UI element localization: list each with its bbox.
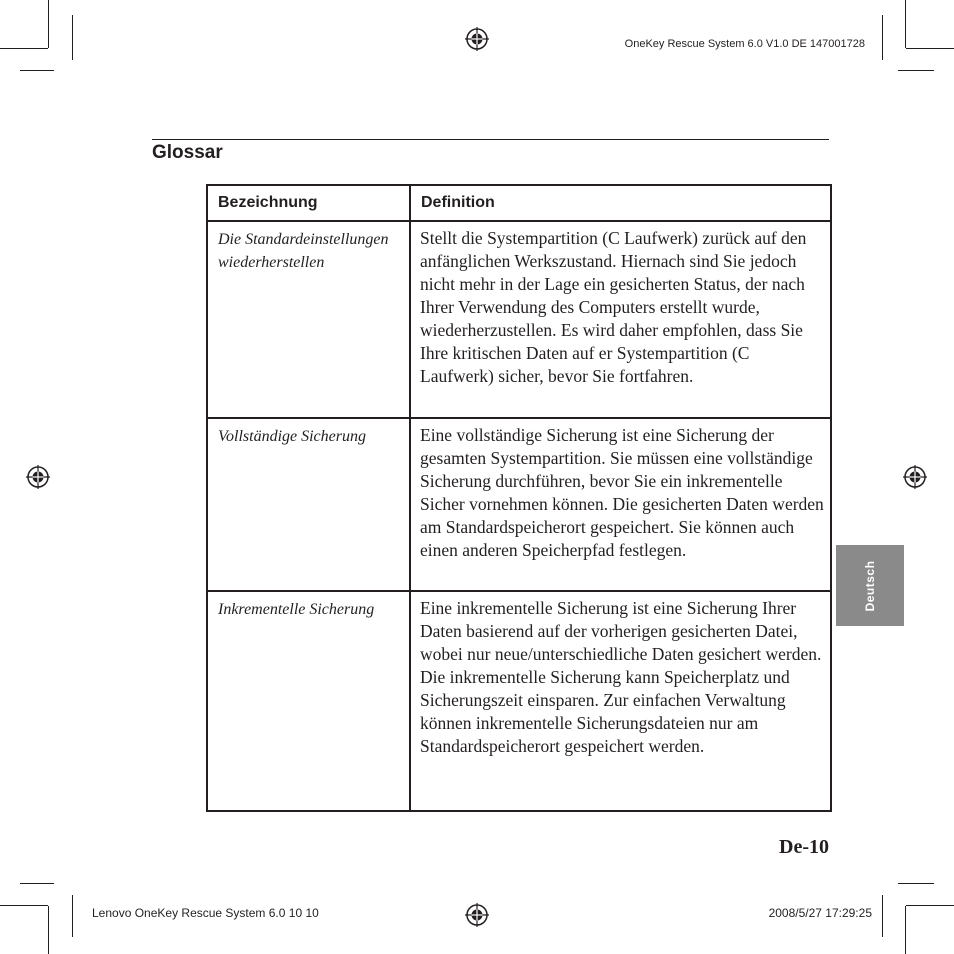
document-reference: OneKey Rescue System 6.0 V1.0 DE 147001728: [624, 38, 865, 50]
page-number: De-10: [779, 836, 829, 858]
language-tab: [836, 545, 904, 626]
crop-mark: [0, 905, 48, 906]
crop-mark: [72, 15, 73, 60]
crop-mark: [20, 883, 54, 884]
crop-mark: [72, 895, 73, 937]
crop-mark: [906, 48, 954, 49]
glossary-definition: Eine vollständige Sicherung ist eine Sicherung der gesamten Systempartition. Sie müssen eine vollständige Sicherung durchführen, bevor Sie ein inkrementelle Sicher vornehmen können. Die gesicherten Daten werden am Standardspeicherort gespeichert. Sie können auch einen anderen Speicherpfad festlegen.: [410, 418, 831, 591]
crop-mark: [898, 883, 934, 884]
registration-mark-icon: [26, 465, 50, 489]
column-header-definition: Definition: [410, 185, 831, 221]
registration-mark-icon: [465, 903, 489, 927]
glossary-definition: Stellt die Systempartition (C Laufwerk) zurück auf den anfänglichen Werkszustand. Hiernach sind Sie jedoch nicht mehr in der Lage ein gesicherten Status, der nach Ihrer Verwendung des Computers erstellt wurde, wiederherzustellen. Es wird daher empfohlen, dass Sie Ihre kritischen Daten auf er Systempartition (C Laufwerk) sicher, bevor Sie fortfahren.: [410, 221, 831, 418]
crop-mark: [48, 0, 49, 48]
crop-mark: [882, 15, 883, 60]
registration-mark-icon: [903, 465, 927, 489]
registration-mark-icon: [465, 27, 489, 51]
section-title: Glossar: [152, 142, 223, 163]
crop-mark: [898, 70, 934, 71]
glossary-definition: Eine inkrementelle Sicherung ist eine Sicherung Ihrer Daten basierend auf der vorherigen gesicherten Datei, wobei nur neue/unterschiedliche Daten gesichert werden. Die inkrementelle Sicherung kann Speicherplatz und Sicherungszeit einsparen. Zur einfachen Verwaltung können inkrementelle Sicherungsdateien nur am Standardspeicherort gespeichert werden.: [410, 591, 831, 811]
crop-mark: [905, 0, 906, 48]
crop-mark: [48, 906, 49, 954]
footer-file-info: Lenovo OneKey Rescue System 6.0 10 10: [92, 906, 319, 920]
crop-mark: [882, 895, 883, 937]
section-rule: [152, 139, 829, 140]
crop-mark: [20, 70, 54, 71]
language-tab-label: Deutsch: [863, 560, 877, 611]
crop-mark: [905, 906, 906, 954]
crop-mark: [0, 48, 48, 49]
table-row: [207, 221, 831, 418]
table-row: [207, 418, 831, 591]
glossary-term: Vollständige Sicherung: [207, 418, 410, 591]
table-row: [207, 591, 831, 811]
table-header-row: [207, 185, 831, 221]
footer-timestamp: 2008/5/27 17:29:25: [768, 906, 872, 920]
column-header-term: Bezeichnung: [207, 185, 410, 221]
crop-mark: [906, 905, 954, 906]
glossary-term: Die Standardeinstellungen wiederherstellen: [207, 221, 410, 418]
glossary-table: [206, 184, 832, 812]
glossary-term: Inkrementelle Sicherung: [207, 591, 410, 811]
